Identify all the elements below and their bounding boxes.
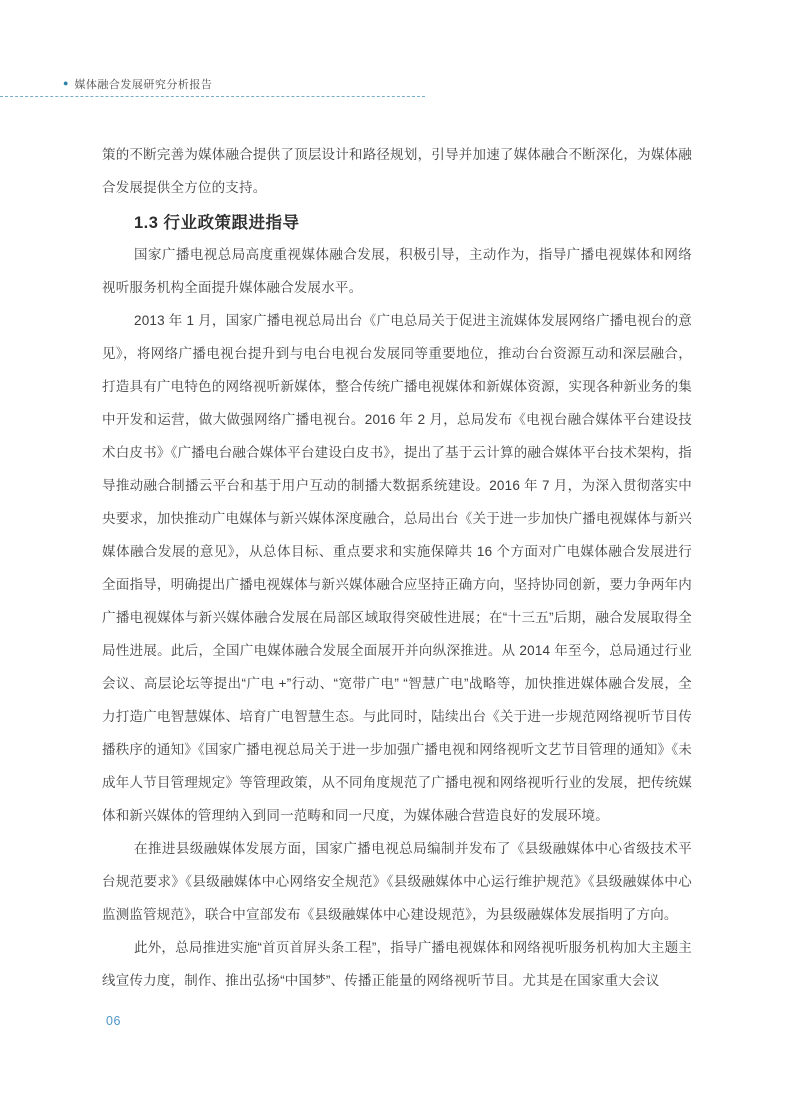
paragraph: 国家广播电视总局高度重视媒体融合发展，积极引导，主动作为，指导广播电视媒体和网络视听服务机构全面提升媒体融合发展水平。 [102,247,692,295]
bullet-icon: ● [63,78,69,88]
paragraph: 2013 年 1 月，国家广播电视总局出台《广电总局关于促进主流媒体发展网络广播电视台的意见》，将网络广播电视台提升到与电台电视台发展同等重要地位，推动台台资源互动和深层融合，打造具有广电特色的网络视听新媒体，整合传统广播电视媒体和新媒体资源，实现各种新业务的集中开发和运营，做大做强网络广播电视台。2016 年 2 月，总局发布《电视台融合媒体平台建设技术白皮书》《广播电台融合媒体平台建设白皮书》，提出了基于云计算的融合媒体平台技术架构，指导推动融合制播云平台和基于用户互动的制播大数据系统建设。2016 年 7 月，为深入贯彻落实中央要求，加快推动广电媒体与新兴媒体深度融合，总局出台《关于进一步加快广播电视媒体与新兴媒体融合发展的意见》，从总体目标、重点要求和实施保障共 16 个方面对广电媒体融合发展进行全面指导，明确提出广播电视媒体与新兴媒体融合应坚持正确方向，坚持协同创新，要力争两年内广播电视媒体与新兴媒体融合发展在局部区域取得突破性进展；在“十三五”后期，融合发展取得全局性进展。此后，全国广电媒体融合发展全面展开并向纵深推进。从 2014 年至今，总局通过行业会议、高层论坛等提出“广电 +”行动、“宽带广电” “智慧广电”战略等，加快推进媒体融合发展，全力打造广电智慧媒体、培育广电智慧生态。与此同时，陆续出台《关于进一步规范网络视听节目传播秩序的通知》《国家广播电视总局关于进一步加强广播电视和网络视听文艺节目管理的通知》《未成年人节目管理规定》等管理政策，从不同角度规范了广播电视和网络视听行业的发展，把传统媒体和新兴媒体的管理纳入到同一范畴和同一尺度，为媒体融合营造良好的发展环境。 [102,313,692,823]
running-header-inner [63,75,212,92]
report-title: 媒体融合发展研究分析报告 [74,78,213,91]
running-header [0,75,425,97]
paragraph-continuation: 策的不断完善为媒体融合提供了顶层设计和路径规划，引导并加速了媒体融合不断深化，为媒体融合发展提供全方位的支持。 [102,147,692,195]
section-heading: 1.3 行业政策跟进指导 [134,214,300,232]
body-text-column [102,138,692,997]
paragraph: 此外，总局推进实施“首页首屏头条工程”，指导广播电视媒体和网络视听服务机构加大主题主线宣传力度，制作、推出弘扬“中国梦”、传播正能量的网络视听节目。尤其是在国家重大会议 [102,940,692,988]
page-number: 06 [106,1014,121,1028]
paragraph: 在推进县级融媒体发展方面，国家广播电视总局编制并发布了《县级融媒体中心省级技术平台规范要求》《县级融媒体中心网络安全规范》《县级融媒体中心运行维护规范》《县级融媒体中心监测监管规范》，联合中宣部发布《县级融媒体中心建设规范》，为县级融媒体发展指明了方向。 [102,841,692,922]
